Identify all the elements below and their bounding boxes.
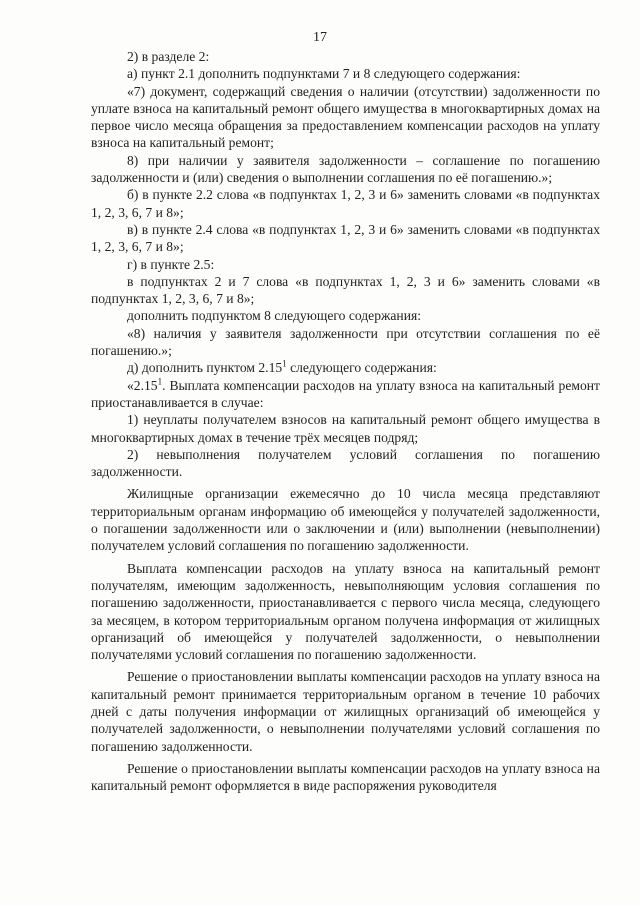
paragraph [91, 411, 600, 446]
paragraph [91, 48, 600, 65]
paragraph [91, 273, 600, 308]
paragraph-text: Выплата компенсации расходов на уплату взноса на капитальный ремонт получателям, имеющим задолженность, невыполняющим условия соглашения по погашению задолженности, приостанавливается с первого числа месяца, следующего за месяцем, в котором территориальным органом получена информация от жилищных организаций об имеющейся у получателей задолженности, о невыполнении получателями условий соглашения по погашению задолженности. [91, 560, 600, 663]
paragraph [91, 560, 600, 664]
paragraph-text: б) в пункте 2.2 слова «в подпунктах 1, 2, 3 и 6» заменить словами «в подпунктах 1, 2, 3, 6, 7 и 8»; [91, 187, 600, 220]
paragraph-text: Решение о приостановлении выплаты компенсации расходов на уплату взноса на капитальный ремонт оформляется в виде распоряжения руководителя [91, 760, 600, 794]
paragraph-text: дополнить подпунктом 8 следующего содержания: [127, 308, 422, 324]
paragraph-text-tail: . Выплата компенсации расходов на уплату взноса на капитальный ремонт приостанавливается в случае: [91, 377, 600, 410]
paragraph [91, 221, 600, 256]
page-number: 17 [313, 30, 327, 45]
paragraph-text: Решение о приостановлении выплаты компенсации расходов на уплату взноса на капитальный ремонт принимается территориальным органом в течение 10 рабочих дней с даты получения информации от жилищных организаций об имеющейся у получателей задолженности, о невыполнении получателями условий соглашения по погашению задолженности. [91, 669, 600, 754]
paragraph [91, 152, 600, 187]
paragraph [91, 186, 600, 221]
paragraph [91, 668, 600, 754]
paragraph [91, 359, 600, 376]
paragraph-text: «2.15 [127, 377, 158, 393]
paragraph [91, 377, 600, 412]
paragraph-text: 2) невыполнения получателем условий соглашения по погашению задолженности. [91, 446, 600, 480]
paragraph-text: в) в пункте 2.4 слова «в подпунктах 1, 2, 3 и 6» заменить словами «в подпунктах 1, 2, 3, 6, 7 и 8»; [91, 221, 600, 255]
paragraph-text: а) пункт 2.1 дополнить подпунктами 7 и 8 следующего содержания: [127, 66, 521, 82]
paragraph-text: «7) документ, содержащий сведения о наличии (отсутствии) задолженности по уплате взноса на капитальный ремонт общего имущества в многоквартирных домах на первое число месяца обращения за предоставлением компенсации расходов на уплату взноса на капитальный ремонт; [91, 83, 600, 151]
paragraph [91, 307, 600, 324]
paragraph-text: Жилищные организации ежемесячно до 10 числа месяца представляют территориальным органам информацию об имеющейся у получателей задолженности, о погашении задолженности или о заключении и (или) выполнении (невыполнении) получателем условий соглашения по погашению задолженности. [91, 486, 600, 554]
paragraph [91, 256, 600, 273]
document-body [91, 48, 600, 794]
paragraph-text: д) дополнить пунктом 2.15 [127, 360, 283, 376]
paragraph-text-tail: следующего содержания: [286, 360, 437, 376]
paragraph [91, 83, 600, 152]
paragraph-text: 1) неуплаты получателем взносов на капитальный ремонт общего имущества в многоквартирных домах в течение трёх месяцев подряд; [91, 412, 600, 445]
paragraph [91, 446, 600, 481]
paragraph [91, 485, 600, 554]
paragraph [91, 760, 600, 795]
paragraph-text: г) в пункте 2.5: [127, 256, 215, 272]
paragraph [91, 65, 600, 82]
paragraph [91, 325, 600, 360]
paragraph-text: 8) при наличии у заявителя задолженности – соглашение по погашению задолженности и (или) сведения о выполнении соглашения по её погашению.»; [91, 152, 600, 186]
paragraph-text: 2) в разделе 2: [127, 49, 210, 64]
paragraph-text: в подпунктах 2 и 7 слова «в подпунктах 1, 2, 3 и 6» заменить словами «в подпунктах 1, 2, 3, 6, 7 и 8»; [91, 273, 600, 307]
superscript: 1 [157, 376, 163, 387]
paragraph-text: «8) наличия у заявителя задолженности при отсутствии соглашения по её погашению.»; [91, 325, 600, 359]
superscript: 1 [282, 358, 287, 369]
